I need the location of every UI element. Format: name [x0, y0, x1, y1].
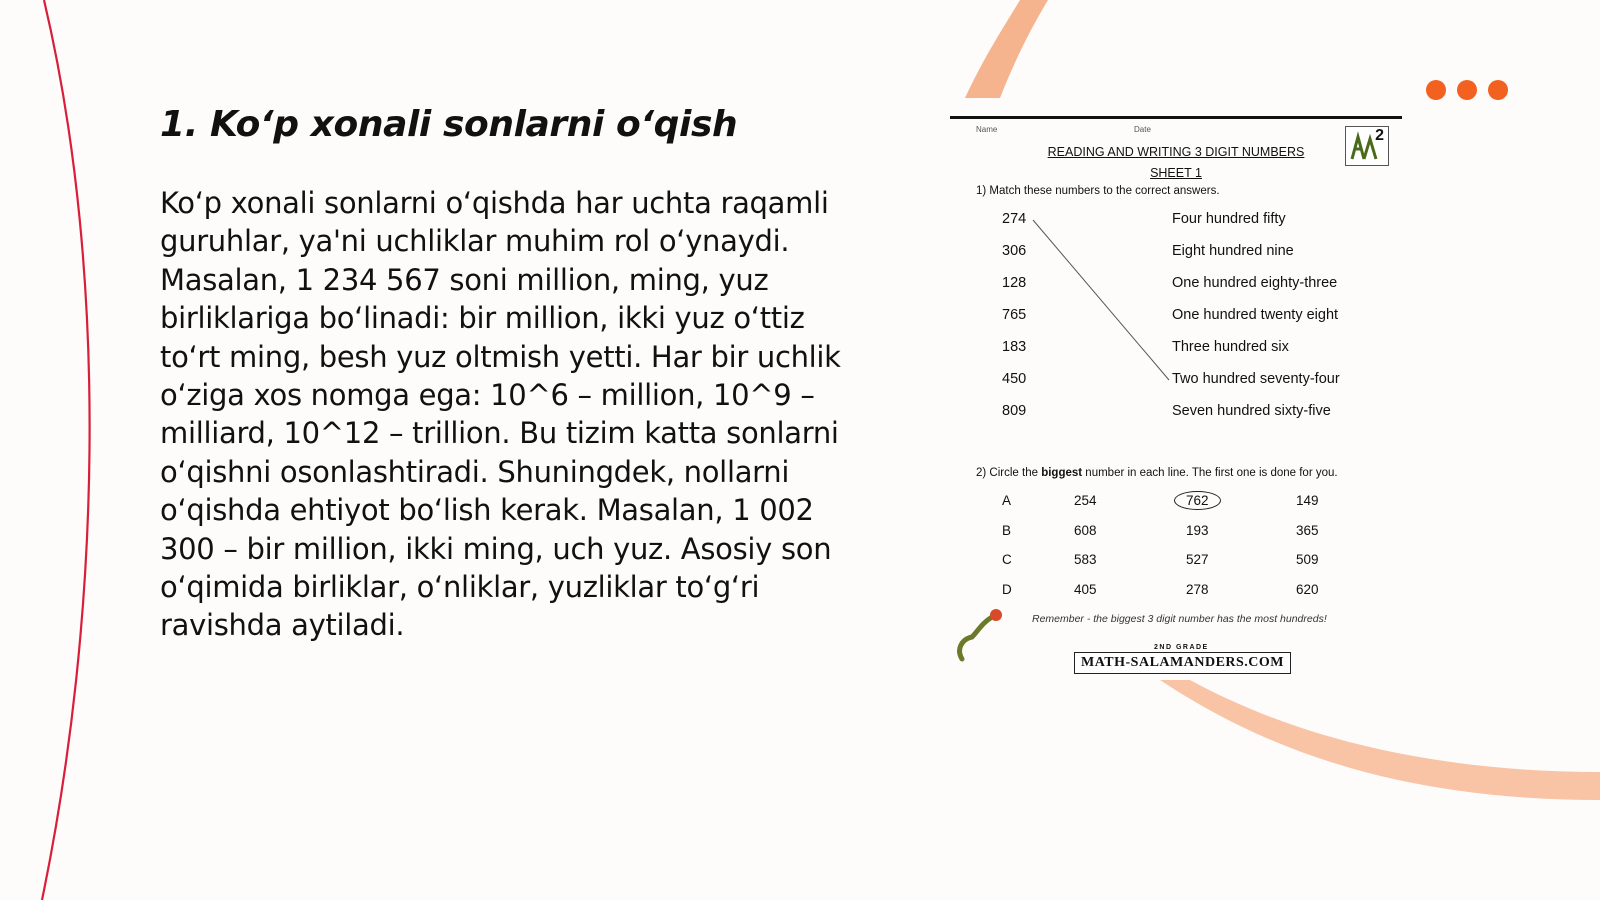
- circle-value: 254: [1074, 493, 1097, 508]
- match-number: 765: [1002, 307, 1027, 323]
- accent-dot-3: [1488, 80, 1508, 100]
- match-number: 809: [1002, 403, 1027, 419]
- bottom-orange-arc: [1160, 680, 1600, 800]
- salamander-mascot-icon: [952, 603, 1008, 665]
- circle-row: [950, 493, 1402, 513]
- match-word: One hundred twenty eight: [1172, 307, 1339, 323]
- worksheet-name-label: Name: [976, 125, 998, 134]
- match-number: 274: [1002, 211, 1027, 227]
- worksheet-footer-grade: 2ND GRADE: [1154, 644, 1209, 651]
- circle-row-label: D: [1002, 582, 1012, 597]
- circle-value: 405: [1074, 582, 1097, 597]
- circle-value: 278: [1186, 582, 1209, 597]
- match-number: 183: [1002, 339, 1027, 355]
- circle-value: 608: [1074, 523, 1097, 538]
- circle-row: [950, 552, 1402, 572]
- circle-value: 365: [1296, 523, 1319, 538]
- slide-body-text: Ko‘p xonali sonlarni o‘qishda har uchta raqamli guruhlar, ya'ni uchliklar muhim rol o‘ynaydi. Masalan, 1 234 567 soni million, ming, yuz birliklariga bo‘linadi: bir million, ikki yuz o‘ttiz to‘rt ming, besh yuz oltmish yetti. Har bir uchlik o‘ziga xos nomga ega: 10^6 – million, 10^9 – milliard, 10^12 – trillion. Bu tizim katta sonlarni o‘qishni osonlashtiradi. Shuningdek, nollarni o‘qishda ehtiyot bo‘lish kerak. Masalan, 1 002 300 – bir million, ikki ming, uch yuz. Asosiy son o‘qimida birliklar, o‘nliklar, yuzliklar to‘g‘ri ravishda aytiladi.: [160, 186, 841, 643]
- worksheet-q2-instruction: [976, 467, 1338, 479]
- circle-row-label: A: [1002, 493, 1012, 508]
- circle-value: 193: [1186, 523, 1209, 538]
- match-word: Two hundred seventy-four: [1172, 371, 1340, 387]
- circle-value: 149: [1296, 493, 1319, 508]
- worksheet-date-label: Date: [1134, 125, 1151, 134]
- worksheet-q1-instruction: 1) Match these numbers to the correct answers.: [976, 185, 1220, 197]
- circled-value: 762: [1174, 491, 1221, 510]
- worksheet-image: [950, 116, 1402, 690]
- match-word: Four hundred fifty: [1172, 211, 1286, 227]
- match-word: Eight hundred nine: [1172, 243, 1294, 259]
- top-orange-arc: [965, 0, 1048, 98]
- worksheet-footer-brand: MATH-SALAMANDERS.COM: [1074, 652, 1291, 674]
- q2-instruction-post: number in each line. The first one is done for you.: [1085, 467, 1338, 479]
- match-number: 128: [1002, 275, 1027, 291]
- match-word: One hundred eighty-three: [1172, 275, 1338, 291]
- match-example-line: [950, 116, 1402, 436]
- q2-instruction-bold: biggest: [1041, 467, 1083, 479]
- slide-title: 1. Ko‘p xonali sonlarni o‘qish: [160, 104, 738, 145]
- accent-dot-1: [1426, 80, 1446, 100]
- worksheet-subheading: SHEET 1: [1150, 166, 1202, 180]
- circle-row: [950, 582, 1402, 602]
- circle-row-label: C: [1002, 552, 1012, 567]
- accent-dot-2: [1457, 80, 1477, 100]
- worksheet-heading: READING AND WRITING 3 DIGIT NUMBERS: [1047, 145, 1305, 159]
- circle-row: [950, 523, 1402, 543]
- circle-value: 527: [1186, 552, 1209, 567]
- q2-instruction-pre: 2) Circle the: [976, 467, 1038, 479]
- worksheet-logo-badge: 2: [1375, 127, 1384, 144]
- circle-row-label: B: [1002, 523, 1012, 538]
- match-word: Three hundred six: [1172, 339, 1289, 355]
- match-word: Seven hundred sixty-five: [1172, 403, 1331, 419]
- circle-value: 620: [1296, 582, 1319, 597]
- circle-value: 509: [1296, 552, 1319, 567]
- worksheet-remember-note: Remember - the biggest 3 digit number has the most hundreds!: [1032, 613, 1327, 625]
- circle-value: 583: [1074, 552, 1097, 567]
- match-number: 450: [1002, 371, 1027, 387]
- left-red-curve: [42, 0, 90, 900]
- match-number: 306: [1002, 243, 1027, 259]
